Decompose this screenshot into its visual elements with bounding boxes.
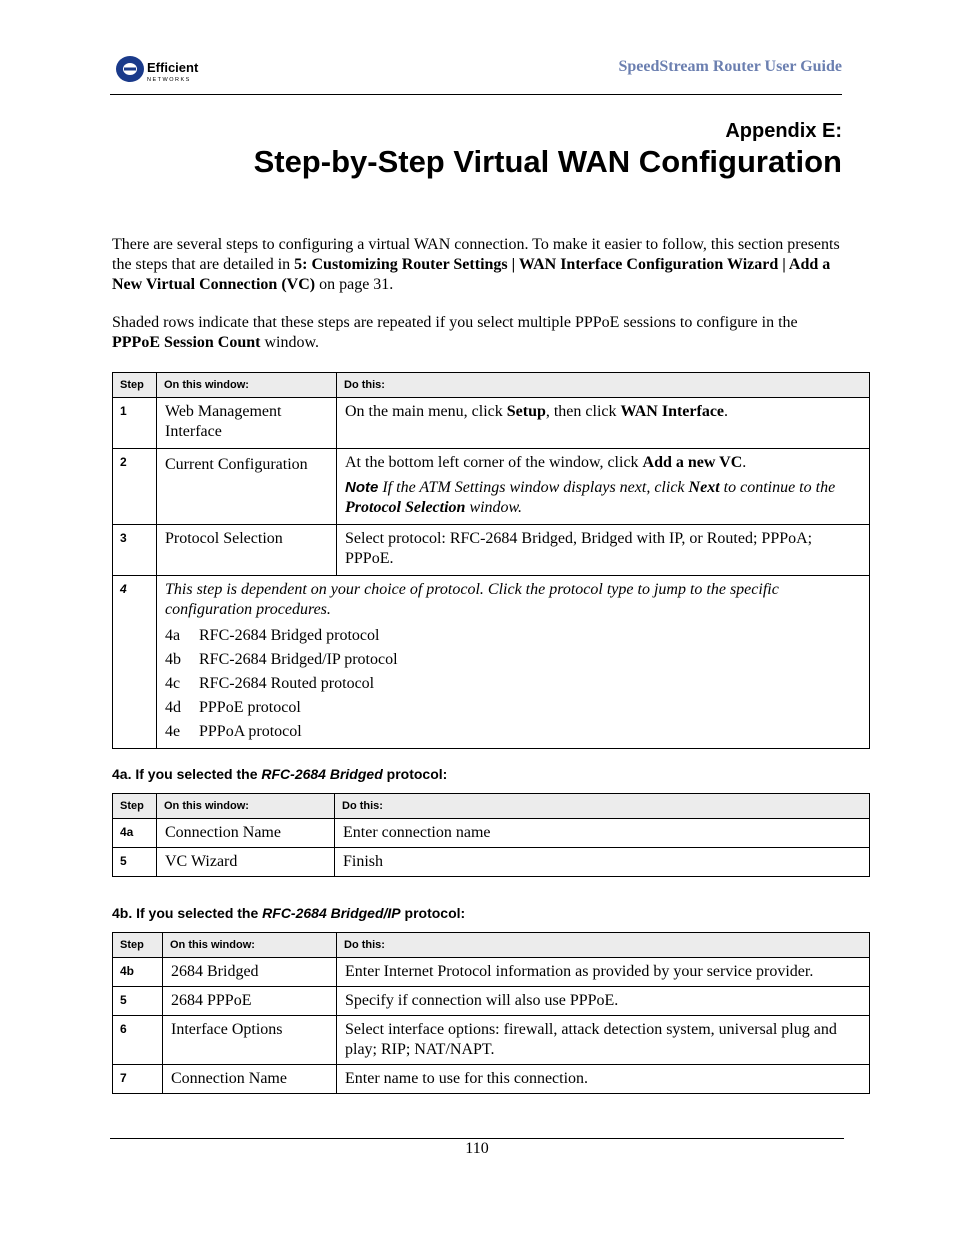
- table-row: [113, 819, 870, 848]
- step-number: 4b: [113, 958, 163, 987]
- appendix-label: Appendix E:: [725, 120, 842, 142]
- step-number: 2: [113, 449, 157, 525]
- col-header-window: On this window:: [157, 794, 335, 819]
- intro-paragraph-1: [112, 235, 847, 295]
- action-cell: Enter Internet Protocol information as provided by your service provider.: [337, 958, 870, 987]
- col-header-do: Do this:: [335, 794, 870, 819]
- action-cell: At the bottom left corner of the window, click Add a new VC. Note If the ATM Settings window displays next, click Next to continue to the Protocol Selection window.: [337, 449, 870, 525]
- action-cell: On the main menu, click Setup, then click WAN Interface.: [337, 398, 870, 449]
- logo-text: Efficient: [147, 60, 199, 75]
- intro-p2-text: Shaded rows indicate that these steps are repeated if you select multiple PPPoE sessions to configure in the: [112, 314, 798, 331]
- protocol-choice-cell: [157, 576, 870, 749]
- col-header-step: Step: [113, 373, 157, 398]
- page-title: Step-by-Step Virtual WAN Configuration: [253, 144, 842, 179]
- col-header-do: Do this:: [337, 933, 870, 958]
- step-number: 5: [113, 987, 163, 1016]
- col-header-step: Step: [113, 794, 157, 819]
- intro-p2-end: window.: [260, 334, 319, 351]
- list-item[interactable]: 4e PPPoA protocol: [165, 723, 302, 740]
- window-cell: Current Configuration: [157, 449, 337, 525]
- table-row: [113, 1065, 870, 1094]
- page-header: [110, 52, 842, 95]
- table-row: [113, 958, 870, 987]
- table-row: [113, 848, 870, 877]
- action-cell: Enter name to use for this connection.: [337, 1065, 870, 1094]
- step-number: 3: [113, 525, 157, 576]
- window-cell: 2684 Bridged: [163, 958, 337, 987]
- step-number: 1: [113, 398, 157, 449]
- steps-table-4a: [112, 793, 870, 877]
- window-cell: 2684 PPPoE: [163, 987, 337, 1016]
- intro-p1-link[interactable]: 5: Customizing Router Settings | WAN Interface Configuration Wizard | Add a New Virtual Connection (VC): [112, 256, 831, 293]
- window-cell: Connection Name: [163, 1065, 337, 1094]
- section-heading-4b: 4b. If you selected the RFC-2684 Bridged/IP protocol:: [112, 905, 466, 921]
- steps-table-4b: [112, 932, 870, 1094]
- window-cell: VC Wizard: [157, 848, 335, 877]
- step-number: 5: [113, 848, 157, 877]
- window-cell: Web Management Interface: [157, 398, 337, 449]
- table-row: [113, 987, 870, 1016]
- step-number: 4a: [113, 819, 157, 848]
- window-cell: Interface Options: [163, 1016, 337, 1065]
- table-header-row: [113, 373, 870, 398]
- list-item[interactable]: 4a RFC-2684 Bridged protocol: [165, 627, 380, 644]
- action-cell: Specify if connection will also use PPPoE.: [337, 987, 870, 1016]
- step-number: 7: [113, 1065, 163, 1094]
- action-cell: Finish: [335, 848, 870, 877]
- col-header-step: Step: [113, 933, 163, 958]
- col-header-window: On this window:: [157, 373, 337, 398]
- footer-divider: [110, 1138, 844, 1139]
- table-row: [113, 1016, 870, 1065]
- table-row: [113, 576, 870, 749]
- main-steps-table: [112, 372, 870, 749]
- intro-p1-text: There are several steps to configuring a virtual WAN connection. To make it easier to follow, this section presents the steps that are detailed in: [112, 236, 840, 273]
- list-item[interactable]: 4d PPPoE protocol: [165, 699, 301, 716]
- action-cell: Enter connection name: [335, 819, 870, 848]
- logo-subtext: NETWORKS: [147, 77, 191, 83]
- col-header-do: Do this:: [337, 373, 870, 398]
- intro-paragraph-2: [112, 313, 847, 353]
- action-cell: Select protocol: RFC-2684 Bridged, Bridged with IP, or Routed; PPPoA; PPPoE.: [337, 525, 870, 576]
- section-heading-4a: 4a. If you selected the RFC-2684 Bridged protocol:: [112, 766, 448, 782]
- page-number: 110: [465, 1140, 489, 1157]
- window-cell: Protocol Selection: [157, 525, 337, 576]
- window-cell: Connection Name: [157, 819, 335, 848]
- intro-p1-end: on page 31.: [315, 276, 394, 293]
- efficient-networks-logo: [114, 52, 224, 86]
- col-header-window: On this window:: [163, 933, 337, 958]
- table-row: [113, 449, 870, 525]
- table-row: [113, 398, 870, 449]
- step-number: 6: [113, 1016, 163, 1065]
- protocol-choice-text: This step is dependent on your choice of protocol. Click the protocol type to jump to the specific configuration procedures.: [165, 581, 779, 618]
- guide-title: SpeedStream Router User Guide: [618, 58, 842, 75]
- list-item[interactable]: 4b RFC-2684 Bridged/IP protocol: [165, 651, 398, 668]
- protocol-list: [165, 624, 861, 744]
- table-header-row: [113, 933, 870, 958]
- note-text: Note If the ATM Settings window displays next, click Next to continue to the Protocol Selection window.: [345, 479, 836, 516]
- action-cell: Select interface options: firewall, attack detection system, universal plug and play; RIP; NAT/NAPT.: [337, 1016, 870, 1065]
- table-header-row: [113, 794, 870, 819]
- intro-p2-bold: PPPoE Session Count: [112, 334, 261, 351]
- table-row: [113, 525, 870, 576]
- list-item[interactable]: 4c RFC-2684 Routed protocol: [165, 675, 375, 692]
- step-number: 4: [113, 576, 157, 749]
